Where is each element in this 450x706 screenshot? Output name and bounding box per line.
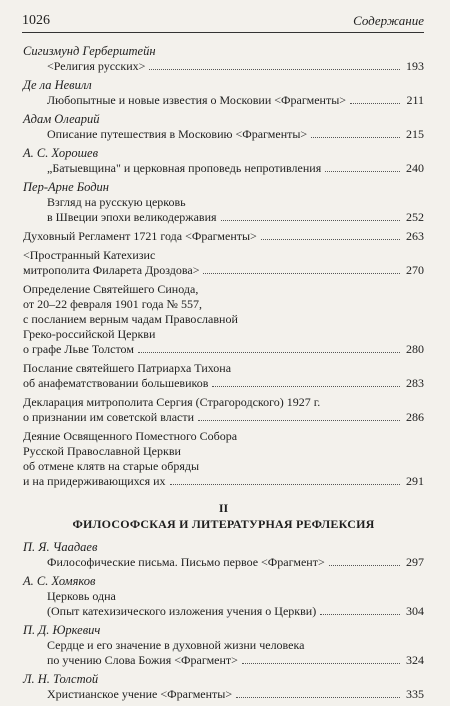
dot-leader <box>350 103 400 104</box>
entry-title: митрополита Филарета Дроздова> <box>23 263 200 277</box>
entry-title-line: об отмене клятв на старые обряды <box>23 459 200 473</box>
entry-title: Христианское учение <Фрагменты> <box>47 687 233 701</box>
entry-page: 215 <box>406 127 424 141</box>
entry-page: 280 <box>406 342 424 356</box>
entry-page: 193 <box>406 59 424 73</box>
toc-entry-bodin <box>23 180 424 225</box>
entry-page: 324 <box>406 653 424 667</box>
entry-line <box>23 604 424 619</box>
dot-leader <box>198 420 400 421</box>
running-title: Содержание <box>353 13 424 28</box>
entry-title: Философические письма. Письмо первое <Фрагмент> <box>47 555 325 569</box>
entry-author: П. Д. Юркевич <box>23 623 101 637</box>
entry-author: Де ла Невилл <box>23 78 92 92</box>
toc-entry-tikhon <box>23 361 424 391</box>
entry-page: 304 <box>406 604 424 618</box>
entry-author: П. Я. Чаадаев <box>23 540 98 554</box>
page-header <box>22 10 424 33</box>
toc-entry-yurkevich <box>23 623 424 668</box>
entry-line <box>23 410 424 425</box>
entry-page: 286 <box>406 410 424 424</box>
entry-page: 283 <box>406 376 424 390</box>
entry-title-line: Греко-российской Церкви <box>23 327 156 341</box>
entry-title: об анафематствовании большевиков <box>23 376 209 390</box>
toc-entry-tolstoy <box>23 672 424 702</box>
dot-leader <box>170 484 400 485</box>
toc-entry-reglament <box>23 229 424 244</box>
entry-author: Сигизмунд Герберштейн <box>23 44 156 58</box>
toc-entry-khomyakov <box>23 574 424 619</box>
page-number: 1026 <box>22 13 50 28</box>
entry-line <box>23 474 424 489</box>
entry-line <box>23 161 424 176</box>
dot-leader <box>261 239 400 240</box>
dot-leader <box>320 614 400 615</box>
entry-title: о признании им советской власти <box>23 410 195 424</box>
entry-title: в Швеции эпохи великодержавия <box>47 210 217 224</box>
dot-leader <box>138 352 400 353</box>
entry-line <box>23 376 424 391</box>
entry-line <box>23 127 424 142</box>
entry-author: А. С. Хорошев <box>23 146 99 160</box>
entry-title: о графе Льве Толстом <box>23 342 134 356</box>
entry-title: по учению Слова Божия <Фрагмент> <box>47 653 238 667</box>
dot-leader <box>329 565 400 566</box>
entry-title-line: Определение Святейшего Синода, <box>23 282 199 296</box>
entry-line <box>23 687 424 702</box>
entry-page: 252 <box>406 210 424 224</box>
entry-line <box>23 229 424 244</box>
table-of-contents <box>23 44 424 706</box>
section-heading <box>23 501 424 532</box>
entry-title-line: Русской Православной Церкви <box>23 444 181 458</box>
entry-author: Пер-Арне Бодин <box>23 180 109 194</box>
entry-author: Адам Олеарий <box>23 112 100 126</box>
entry-line <box>23 263 424 278</box>
dot-leader <box>242 663 400 664</box>
entry-line <box>23 555 424 570</box>
entry-line <box>23 93 424 108</box>
entry-title-line: Сердце и его значение в духовной жизни человека <box>47 638 305 652</box>
entry-page: 297 <box>406 555 424 569</box>
entry-title-line: Деяние Освященного Поместного Собора <box>23 429 238 443</box>
entry-author: А. С. Хомяков <box>23 574 96 588</box>
entry-title-line: от 20–22 февраля 1901 года № 557, <box>23 297 202 311</box>
toc-entry-neuville <box>23 78 424 108</box>
entry-title-line: <Пространный Катехизис <box>23 248 156 262</box>
entry-title: <Религия русских> <box>47 59 146 73</box>
entry-page: 240 <box>406 161 424 175</box>
entry-title-line: Взгляд на русскую церковь <box>47 195 186 209</box>
entry-title: „Батыевщина" и церковная проповедь непротивления <box>47 161 322 175</box>
toc-entry-synod <box>23 282 424 357</box>
entry-page: 335 <box>406 687 424 701</box>
entry-title-line: Церковь одна <box>47 589 116 603</box>
dot-leader <box>203 273 400 274</box>
section-title: ФИЛОСОФСКАЯ И ЛИТЕРАТУРНАЯ РЕФЛЕКСИЯ <box>72 517 375 531</box>
entry-line <box>23 210 424 225</box>
entry-page: 291 <box>406 474 424 488</box>
toc-entry-catechism <box>23 248 424 278</box>
entry-page: 211 <box>406 93 424 107</box>
entry-title-line: с посланием верным чадам Православной <box>23 312 238 326</box>
entry-title: (Опыт катехизического изложения учения о Церкви) <box>47 604 317 618</box>
entry-title: и на придерживающихся их <box>23 474 166 488</box>
dot-leader <box>149 69 400 70</box>
entry-line <box>23 342 424 357</box>
entry-title-line: Послание святейшего Патриарха Тихона <box>23 361 232 375</box>
entry-author: Л. Н. Толстой <box>23 672 99 686</box>
toc-entry-chaadaev <box>23 540 424 570</box>
entry-title-line: Декларация митрополита Сергия (Страгородского) 1927 г. <box>23 395 321 409</box>
entry-title: Духовный Регламент 1721 года <Фрагменты> <box>23 229 257 243</box>
dot-leader <box>325 171 400 172</box>
dot-leader <box>311 137 400 138</box>
entry-page: 263 <box>406 229 424 243</box>
entry-title: Любопытные и новые известия о Московии <Фрагменты> <box>47 93 347 107</box>
entry-page: 270 <box>406 263 424 277</box>
entry-title: Описание путешествия в Московию <Фрагменты> <box>47 127 308 141</box>
dot-leader <box>236 697 400 698</box>
toc-entry-sobor <box>23 429 424 489</box>
toc-entry-olearius <box>23 112 424 142</box>
toc-entry-khoroshev <box>23 146 424 176</box>
entry-line <box>23 59 424 74</box>
entry-line <box>23 653 424 668</box>
toc-entry-herberstein <box>23 44 424 74</box>
dot-leader <box>212 386 400 387</box>
toc-entry-sergiy <box>23 395 424 425</box>
section-number: II <box>218 501 229 515</box>
dot-leader <box>221 220 400 221</box>
